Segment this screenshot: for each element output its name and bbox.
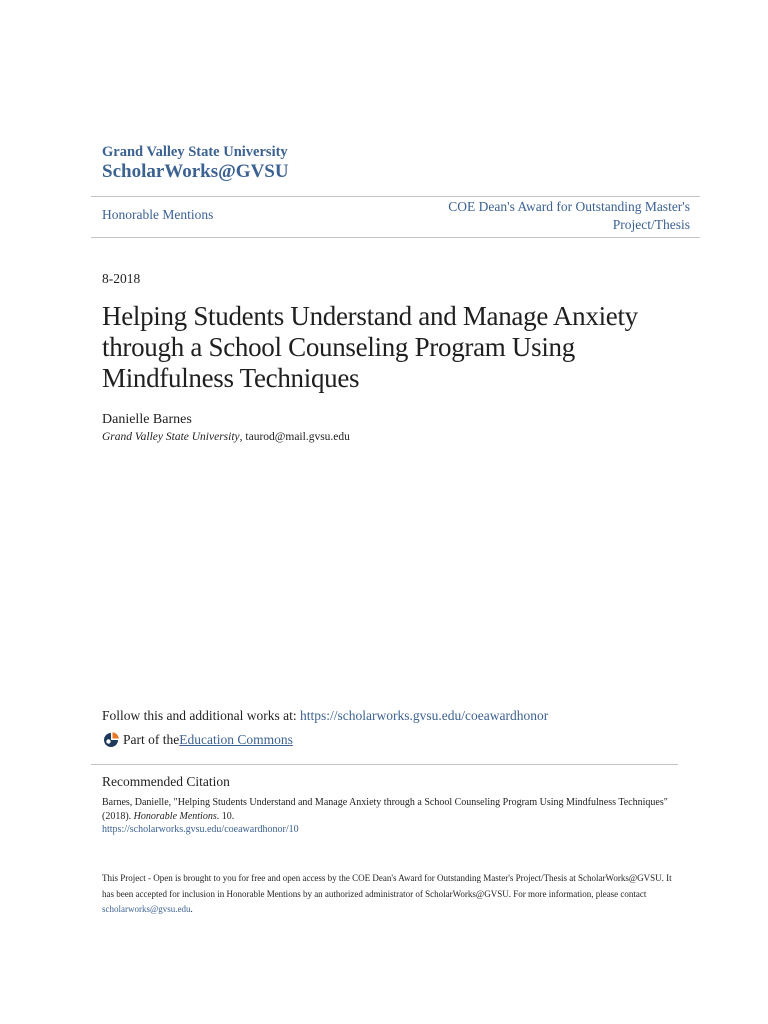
repository-name-link[interactable]: ScholarWorks@GVSU	[102, 161, 289, 182]
network-commons-icon[interactable]	[102, 731, 120, 749]
document-title-line1: Helping Students Understand and Manage Anxiety	[102, 301, 638, 331]
part-of-label: Part of the	[123, 732, 180, 747]
citation-text-end: . 10.	[216, 810, 235, 822]
collection-link-honorable-mentions[interactable]: Honorable Mentions	[102, 207, 214, 222]
part-of-line	[102, 731, 293, 749]
follow-line	[102, 708, 548, 724]
affiliation-email: , taurod@mail.gvsu.edu	[239, 431, 350, 443]
citation-url-link[interactable]: https://scholarworks.gvsu.edu/coeawardhonor/10	[102, 824, 299, 835]
collection-link-line1: COE Dean's Award for Outstanding Master's	[448, 199, 690, 214]
author-name: Danielle Barnes	[102, 412, 192, 427]
document-title	[102, 301, 702, 394]
header-divider-bottom	[91, 237, 700, 238]
header-divider-top	[91, 196, 700, 197]
citation-heading: Recommended Citation	[102, 774, 230, 789]
education-commons-link[interactable]: Education Commons	[179, 732, 293, 747]
author-affiliation	[102, 431, 350, 443]
follow-label: Follow this and additional works at:	[102, 708, 300, 723]
citation-source: Honorable Mentions	[133, 810, 217, 822]
citation-text: Barnes, Danielle, "Helping Students Understand and Manage Anxiety through a School Counseling Program Using Mindfulness Techniques" (2018).	[102, 797, 668, 822]
notice-text: This Project - Open is brought to you for free and open access by the COE Dean's Award for Outstanding Master's Project/Thesis at ScholarWorks@GVSU. It has been accepted for inclusion in Honorable Mentions by an authorized administrator of ScholarWorks@GVSU. For more information, please contact	[102, 873, 672, 899]
document-title-line2: through a School Counseling Program Using	[102, 332, 575, 362]
notice-text-end: .	[190, 904, 193, 914]
citation-body	[102, 796, 682, 837]
publication-date: 8-2018	[102, 271, 141, 286]
affiliation-institution: Grand Valley State University	[102, 431, 240, 443]
access-notice	[102, 871, 682, 918]
document-title-line3: Mindfulness Techniques	[102, 363, 360, 393]
collection-link-line2: Project/Thesis	[612, 217, 690, 232]
citation-divider	[91, 764, 678, 765]
follow-url-link[interactable]: https://scholarworks.gvsu.edu/coeawardhonor	[300, 708, 549, 723]
institution-name: Grand Valley State University	[102, 144, 288, 160]
contact-email-link[interactable]: scholarworks@gvsu.edu	[102, 904, 191, 914]
collection-link-coe-award[interactable]	[420, 198, 690, 234]
